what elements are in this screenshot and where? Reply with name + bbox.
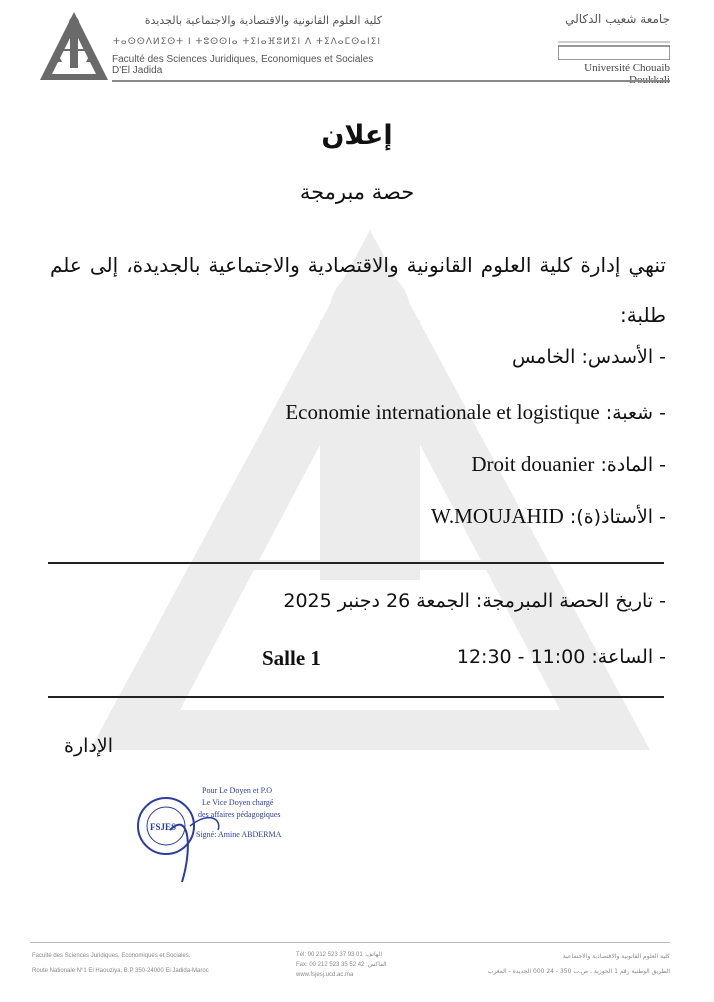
intro-paragraph: تنهي إدارة كلية العلوم القانونية والاقتصادية والاجتماعية بالجديدة، إلى علم طلبة:: [50, 253, 666, 327]
footer-contact: [296, 950, 387, 980]
official-stamp: [130, 770, 300, 888]
announcement-subtitle: حصة مبرمجة: [299, 180, 415, 204]
faculty-name-tifinagh: ⵜⴰⵙⵙⴷⵍⵉⵙⵜ ⵏ ⵜⵓⵙⵙⵏⴰ ⵜⵉⵏⴰⴼⵓⵍⵉⵏ ⴷ ⵜⵉⴷⴰⵎⵙⴰⵏⵉⵏ: [112, 37, 381, 47]
subject-line: [50, 452, 666, 477]
professor-value: W.MOUJAHID: [431, 504, 564, 528]
footer-divider: [30, 942, 670, 943]
stamp-line-3: des affaires pédagogiques: [198, 810, 281, 819]
footer-address-ar: الطريق الوطنية رقم 1 الحوزية ، ص.ب 350 - 24 000 الجديدة - المغرب: [487, 968, 670, 975]
footer-faculty-ar: كلية العلوم القانونية والاقتصادية والاجتماعية: [562, 953, 670, 960]
section-divider-top: [48, 562, 664, 564]
footer-tel: Tél: 00 212 523 37 93 01 :الهاتف: [296, 952, 383, 958]
stamp-line-2: Le Vice Doyen chargé: [202, 798, 274, 807]
branch-value: Economie internationale et logistique: [285, 400, 600, 424]
section-divider-bottom: [48, 696, 664, 698]
professor-label: - الأستاذ(ة):: [569, 506, 666, 528]
faculty-name-arabic: كلية العلوم القانونية والاقتصادية والاجتماعية بالجديدة: [144, 14, 382, 27]
footer-fax: Fax: 00 212 523 35 52 42 :الفاكس: [296, 962, 387, 968]
footer-web: www.fsjesj.ucd.ac.ma: [296, 972, 354, 978]
semester-line: - الأسدس: الخامس: [511, 346, 666, 368]
university-name-french: Université Chouaib: [584, 62, 670, 74]
professor-line: [50, 504, 666, 529]
faculty-name-french: Faculté des Sciences Juridiques, Economiques et Sociales D'El Jadida: [112, 54, 374, 76]
university-name-arabic: جامعة شعيب الدكالي: [565, 12, 670, 26]
faculty-logo-icon: [38, 10, 110, 82]
footer-faculty-fr: Faculté des Sciences Juridiques, Economiques et Sociales.: [32, 953, 191, 959]
subject-value: Droit douanier: [471, 452, 595, 476]
footer-address-fr: Route Nationale N°1 El Haouziya, B.P 350-24000 El Jadida-Maroc: [32, 968, 209, 974]
stamp-center-text: FSJES: [150, 822, 177, 832]
header-divider: [112, 80, 670, 82]
stamp-signed: Signé: Amine ABDERMA: [196, 830, 282, 839]
university-logo-icon: [558, 38, 670, 60]
branch-label: - شعبة:: [605, 402, 666, 424]
announcement-title: إعلان: [321, 120, 393, 151]
session-time-line: - الساعة: 11:00 - 12:30: [456, 646, 666, 668]
subject-label: - المادة:: [600, 454, 666, 476]
session-date-line: - تاريخ الحصة المبرمجة: الجمعة 26 دجنبر 2025: [283, 590, 666, 612]
stamp-line-1: Pour Le Doyen et P.O: [202, 786, 272, 795]
administration-signature-label: الإدارة: [64, 735, 113, 757]
room-label: Salle 1: [262, 646, 321, 670]
branch-line: [50, 400, 666, 425]
